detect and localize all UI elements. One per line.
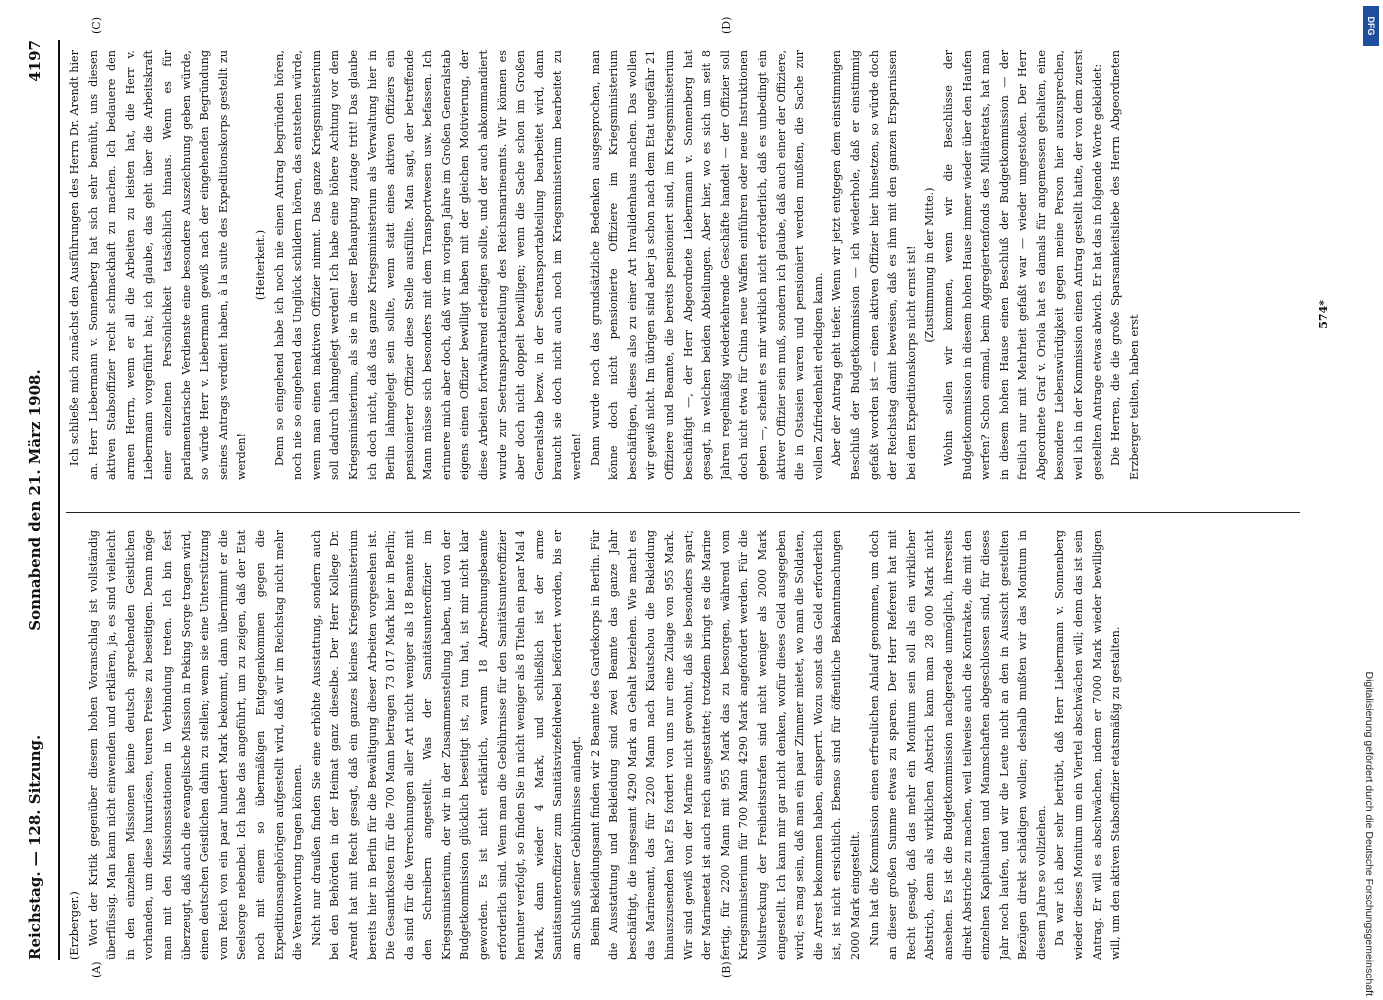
interjection: (Zustimmung in der Mitte.)	[923, 187, 937, 343]
paragraph: Da war ich aber sehr betrübt, daß Herr Liebermann v. Sonnenberg wieder dieses Monitum um ein Viertel abschwächen will; denn das ist sein Antrag. Er will es abschwächen, indem er 7000 Mark wieder bewilligen will, um den aktiven Stabsoffizier etatsmäßig zu gestalten.	[1053, 530, 1123, 960]
dfg-logo-text: DFG	[1366, 16, 1376, 36]
digitization-credit	[1358, 0, 1380, 1000]
header-left: Reichstag. — 128. Sitzung.	[26, 734, 44, 960]
margin-marker-b: (B)	[720, 961, 733, 978]
paragraph: Wohin sollen wir kommen, wenn wir die Beschlüsse der Budgetkommission in diesem hohen Hause immer wieder über den Haufen werfen? Schon einmal, beim Aggregiertenfonds des Militäretats, hat man in diesem hohen Hause einen Beschluß der Budgetkommission — der freilich nur mit Mehrheit gefaßt war — wieder umgestoßen. Der Herr Abgeordnete Graf v. Oriola hat es damals für angemessen gehalten, eine besondere Liebenswürdigkeit gegen meine Person hier auszusprechen, weil ich in der Kommission einen Antrag gestellt hatte, der von dem zuerst gestellten Antrage etwas abwich. Er hat das in folgende Worte gekleidet:	[941, 50, 1104, 480]
paragraph: Denn so eingehend habe ich noch nie einen Antrag begründen hören, noch nie so eingehend das Unglück schildern hören, das entstehen würde, wenn man einen inaktiven Offizier nimmt. Das ganze Kriegsministerium soll dadurch lahmgelegt werden! Ich habe eine höhere Achtung vor dem Kriegsministerium, als sie in dieser Behauptung zutage tritt! Das glaube ich doch nicht, daß das ganze Kriegsministerium als Verwaltung hier in Berlin lahmgelegt sein sollte, wenn statt eines aktiven Offiziers ein pensionierter Offizier diese Stelle ausfüllte. Man sagt, der betreffende Mann müsse sich besonders mit dem Transportwesen usw. befassen. Ich erinnere mich aber doch, daß wir im vorigen Jahre im Großen Generalstab eigens einen Offizier bewilligt haben mit der gleichen Motivierung, der diese Arbeiten fortwährend erledigen sollte, und der auch abkommandiert wurde zur Seetransportabteilung des Reichsmarineamts. Wir können es aber doch nicht doppelt bewilligen; wenn die Sache schon im Großen Generalstab bezw. in der Seetransportabteilung bearbeitet wird, dann braucht sie doch nicht auch noch im Kriegsministerium bearbeitet zu werden!	[272, 50, 584, 480]
header-rule	[58, 40, 60, 960]
paragraph: Wort der Kritik gegenüber diesem hohen Voranschlag ist vollständig überflüssig. Man kann nicht einwenden und erklären, ja, es sind vielleicht in den einzelnen Missionen keine deutsch sprechenden Geistlichen vorhanden, um diese luxuriösen, teuren Preise zu beseitigen. Denn möge man mit den Missionsstationen in Verbindung treten. Ich bin fest überzeugt, daß auch die evangelische Mission in Peking Sorge tragen wird, einen deutschen Geistlichen dahin zu stellen; wenn sie eine Unterstützung vom Reich von ein paar hundert Mark bekommt, dann übernimmt er die Seelsorge nebenbei. Ich habe das angeführt, um zu zeigen, daß der Etat noch mit einem so übermäßigen Entgegenkommen gegen die Expeditionsangehörigen aufgestellt wird, daß wir im Reichstag nicht mehr die Verantwortung tragen können.	[86, 530, 305, 960]
quote: Die Herren, die die große Sparsamkeitsliebe des Herrn Abgeordneten Erzberger teilten, haben erst	[1109, 50, 1141, 480]
right-column	[66, 50, 1300, 480]
page-header	[12, 40, 58, 960]
margin-marker-c: (C)	[90, 17, 103, 34]
margin-marker-a: (A)	[90, 961, 103, 978]
speaker-label: (Erzberger.)	[68, 891, 81, 960]
paragraph: Beim Bekleidungsamt finden wir 2 Beamte des Gardekorps in Berlin. Für die Ausstattung und Bekleidung sind zwei Beamte das ganze Jahr beschäftigt, die insgesamt 4290 Mark an Gehalt beziehen. Wie macht es das Marineamt, das für 2200 Mann nach Kiautschou die Bekleidung hinauszusenden hat? Es fordert von uns nur eine Zulage von 955 Mark. Wir sind gewiß von der Marine nicht gewohnt, daß sie besonders spart; der Marineetat ist auch reich ausgestattet; trotzdem bringt es die Marine fertig, für 2200 Mann mit 955 Mark das zu besorgen, während vom Kriegsministerium für 700 Mann 4290 Mark angefordert werden. Für die Vollstreckung der Freiheitsstrafen sind nicht weniger als 2000 Mark eingestellt. Ich kann mir gar nicht denken, wofür dieses Geld ausgegeben wird; es mag sein, daß man ein paar Zimmer mietet, wo man die Soldaten, die Arrest bekommen haben, einsperrt. Wozu sonst das Geld erforderlich ist, ist nicht ersichtlich. Ebenso sind für öffentliche Bekanntmachungen 2000 Mark eingestellt.	[588, 530, 862, 960]
paragraph: Aber der Antrag geht tiefer. Wenn wir jetzt entgegen dem einstimmigen Beschluß der Budgetkommission — ich wiederhole, daß er einstimmig gefaßt worden ist — einen aktiven Offizier hier hinsetzen, so würde doch der Reichstag damit beweisen, daß es ihm mit den ganzen Ersparnissen bei dem Expeditionskorps nicht ernst ist!	[830, 50, 918, 480]
interjection: (Heiterkeit.)	[253, 229, 267, 301]
paragraph: Nicht nur draußen finden Sie eine erhöhte Ausstattung, sondern auch bei den Behörden in der Heimat ganz dieselbe. Der Herr Kollege Dr. Arendt hat mit Recht gesagt, daß ein ganzes kleines Kriegsministerium bereits hier in Berlin für die Bewältigung dieser Arbeiten vorgesehen ist. Die Gesamtkosten für die 700 Mann betragen 73 017 Mark hier in Berlin; da sind für die Verrechnungen aller Art nicht weniger als 18 Beamte mit den Schreibern angestellt. Was der Sanitätsunteroffizier im Kriegsministerium, der wir in der Zusammenstellung haben, und von der Budgetkommission glücklich beseitigt ist, zu tun hat, ist mir nicht klar geworden. Es ist nicht erklärlich, warum 18 Abrechnungsbeamte erforderlich sind. Wenn man die Gebührnisse für den Sanitätsunteroffizier herunter verfolgt, so finden Sie in nicht weniger als 8 Titeln ein paar Mal 4 Mark, dann wieder 4 Mark, und schließlich ist der arme Sanitätsunteroffizier zum Sanitätsvizefeldwebel befördert worden, bis er am Schluß seiner Gebührnisse anlangt.	[309, 530, 584, 960]
margin-marker-d: (D)	[720, 16, 733, 34]
header-date: Sonnabend den 21. März 1908.	[26, 369, 44, 631]
paragraph: Nun hat die Kommission einen erfreulichen Anlauf genommen, um doch an dieser großen Summe etwas zu sparen. Der Herr Referent hat mit Recht gesagt, daß das mehr ein Monitum sein soll als ein wirklicher Abstrich, denn als wirklichen Abstrich kann man 28 000 Mark nicht ansehen. Es ist die Budgetkommission nachgerade unmöglich, ihrerseits direkt Abstriche zu machen, weil teilweise auch die Kontrakte, die mit den einzelnen Kapitulanten und Mannschaften abgeschlossen sind, für dieses Jahr noch laufen, und wir die Leute nicht an den in Aussicht gestellten Bezügen direkt schädigen wollen; deshalb mußten wir das Monitum in diesem Jahre so vollziehen.	[867, 530, 1048, 960]
dfg-logo	[1363, 6, 1379, 46]
page-signature: 574*	[1317, 300, 1330, 329]
page-number: 4197	[26, 40, 44, 82]
paragraph: Dann wurde noch das grundsätzliche Bedenken ausgesprochen, man könne doch nicht pensionierte Offiziere im Kriegsministerium beschäftigen, dieses also zu einer Art Invalidenhaus machen. Das wollen wir gewiß nicht. Im übrigen sind aber ja schon nach dem Etat ungefähr 21 Offiziere und Beamte, die bereits pensioniert sind, im Kriegsministerium beschäftigt —, der Herr Abgeordnete Liebermann v. Sonnenberg hat gesagt, in welchen beiden Abteilungen. Aber hier, wo es sich um seit 8 Jahren regelmäßig wiederkehrende Geschäfte handelt — der Offizier soll doch nicht etwa für China neue Waffen einführen oder neue Instruktionen geben —, scheint es mir wirklich nicht erforderlich, daß es unbedingt ein aktiver Offizier sein muß, sondern ich glaube, daß auch einer der Offiziere, die in Ostasien waren und pensioniert werden mußten, die Sache zur vollen Zufriedenheit erledigen kann.	[588, 50, 825, 480]
paragraph: Ich schließe mich zunächst den Ausführungen des Herrn Dr. Arendt hier an. Herr Liebermann v. Sonnenberg hat sich sehr bemüht, uns diesen aktiven Stabsoffizier recht schmackhaft zu machen. Ich bedauere den armen Herrn, wenn er all die Arbeiten zu leisten hat, die Herr v. Liebermann vorgeführt hat; ich glaube, das geht über die Arbeitskraft einer einzelnen Persönlichkeit tatsächlich hinaus. Wenn es für parlamentarische Verdienste eine besondere Auszeichnung geben würde, so würde Herr v. Liebermann gewiß nach der eingehenden Begründung seines Antrags verdient haben, à la suite des Expeditionskorps gestellt zu werden!	[68, 50, 249, 480]
left-column	[66, 530, 1300, 960]
column-divider	[66, 512, 1300, 513]
credit-text: Digitalisierung gefördert durch die Deutsche Forschungsgemeinschaft	[1363, 671, 1375, 996]
